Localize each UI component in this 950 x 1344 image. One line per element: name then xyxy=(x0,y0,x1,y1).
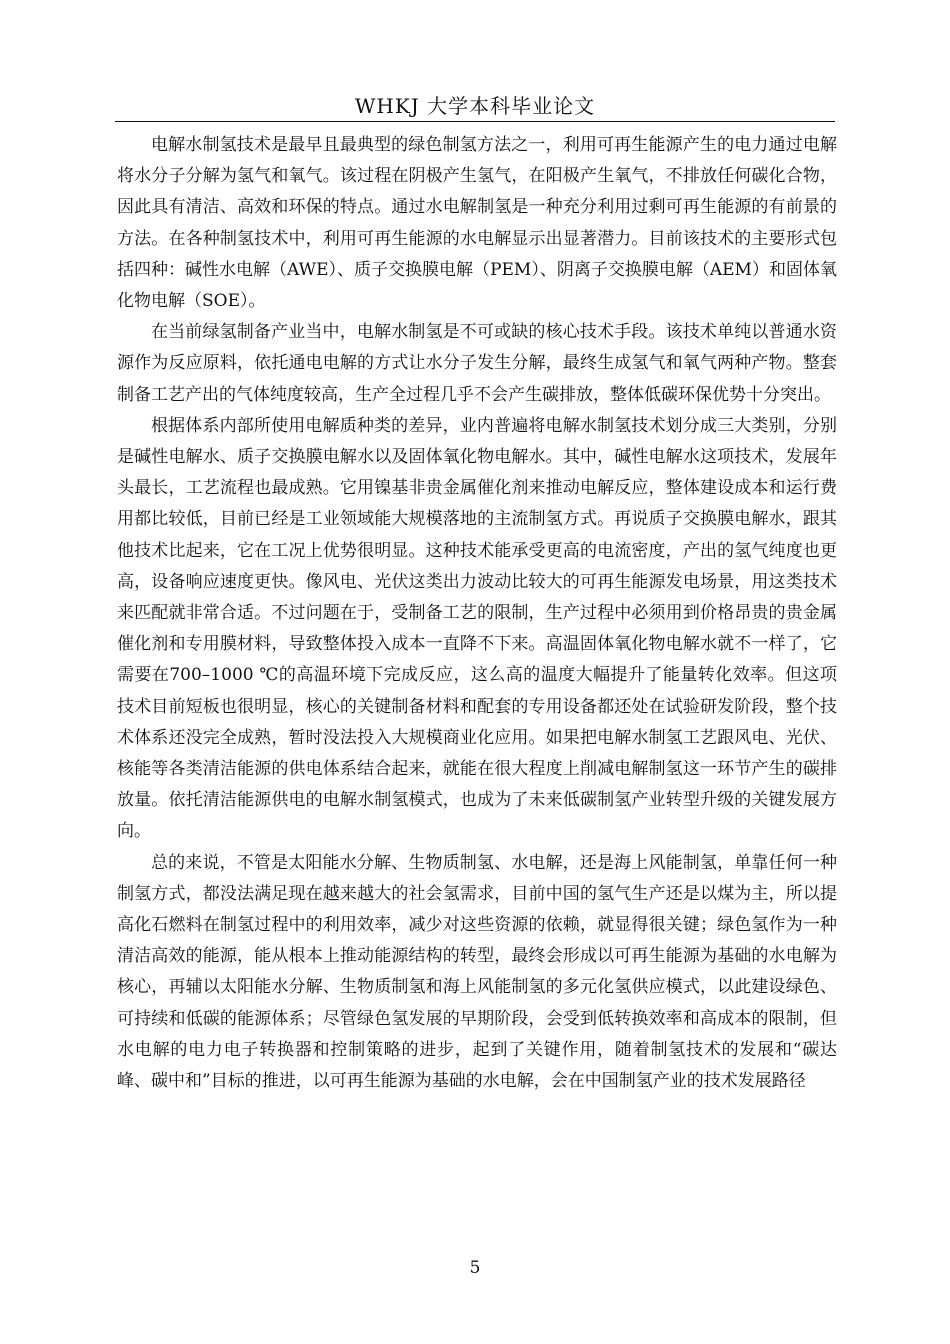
header-rule xyxy=(115,121,835,122)
page-header: WHKJ 大学本科毕业论文 xyxy=(354,94,596,118)
page-number: 5 xyxy=(469,1258,481,1278)
paragraph-1: 电解水制氢技术是最早且最典型的绿色制氢方法之一，利用可再生能源产生的电力通过电解将水分子分解为氢气和氧气。该过程在阴极产生氢气，在阳极产生氧气，不排放任何碳化合物，因此具有清洁、高效和环保的特点。通过水电解制氢是一种充分利用过剩可再生能源的有前景的方法。在各种制氢技术中，利用可再生能源的水电解显示出显著潜力。目前该技术的主要形式包括四种：碱性水电解（AWE）、质子交换膜电解（PEM）、阴离子交换膜电解（AEM）和固体氧化物电解（SOE）。 xyxy=(117,135,837,312)
paragraph-2: 在当前绿氢制备产业当中，电解水制氢是不可或缺的核心技术手段。该技术单纯以普通水资源作为反应原料，依托通电电解的方式让水分子发生分解，最终生成氢气和氧气两种产物。整套制备工艺产出的气体纯度较高，生产全过程几乎不会产生碳排放，整体低碳环保优势十分突出。 xyxy=(117,322,837,405)
document-body xyxy=(117,130,837,1097)
paragraph-3: 根据体系内部所使用电解质种类的差异，业内普遍将电解水制氢技术划分成三大类别，分别是碱性电解水、质子交换膜电解水以及固体氧化物电解水。其中，碱性电解水这项技术，发展年头最长，工艺流程也最成熟。它用镍基非贵金属催化剂来推动电解反应，整体建设成本和运行费用都比较低，目前已经是工业领域能大规模落地的主流制氢方式。再说质子交换膜电解水，跟其他技术比起来，它在工况上优势很明显。这种技术能承受更高的电流密度，产出的氢气纯度也更高，设备响应速度更快。像风电、光伏这类出力波动比较大的可再生能源发电场景，用这类技术来匹配就非常合适。不过问题在于，受制备工艺的限制，生产过程中必须用到价格昂贵的贵金属催化剂和专用膜材料，导致整体投入成本一直降不下来。高温固体氧化物电解水就不一样了，它需要在700–1000 ℃的高温环境下完成反应，这么高的温度大幅提升了能量转化效率。但这项技术目前短板也很明显，核心的关键制备材料和配套的专用设备都还处在试验研发阶段，整个技术体系还没完全成熟，暂时没法投入大规模商业化应用。如果把电解水制氢工艺跟风电、光伏、核能等各类清洁能源的供电体系结合起来，就能在很大程度上削减电解制氢这一环节产生的碳排放量。依托清洁能源供电的电解水制氢模式，也成为了未来低碳制氢产业转型升级的关键发展方向。 xyxy=(117,415,837,842)
paragraph-4: 总的来说，不管是太阳能水分解、生物质制氢、水电解，还是海上风能制氢，单靠任何一种制氢方式，都没法满足现在越来越大的社会氢需求，目前中国的氢气生产还是以煤为主，所以提高化石燃料在制氢过程中的利用效率，减少对这些资源的依赖，就显得很关键；绿色氢作为一种清洁高效的能源，能从根本上推动能源结构的转型，最终会形成以可再生能源为基础的水电解为核心，再辅以太阳能水分解、生物质制氢和海上风能制氢的多元化氢供应模式，以此建设绿色、可持续和低碳的能源体系；尽管绿色氢发展的早期阶段，会受到低转换效率和高成本的限制，但水电解的电力电子转换器和控制策略的进步，起到了关键作用，随着制氢技术的发展和“碳达峰、碳中和”目标的推进，以可再生能源为基础的水电解，会在中国制氢产业的技术发展路径 xyxy=(117,852,837,1092)
